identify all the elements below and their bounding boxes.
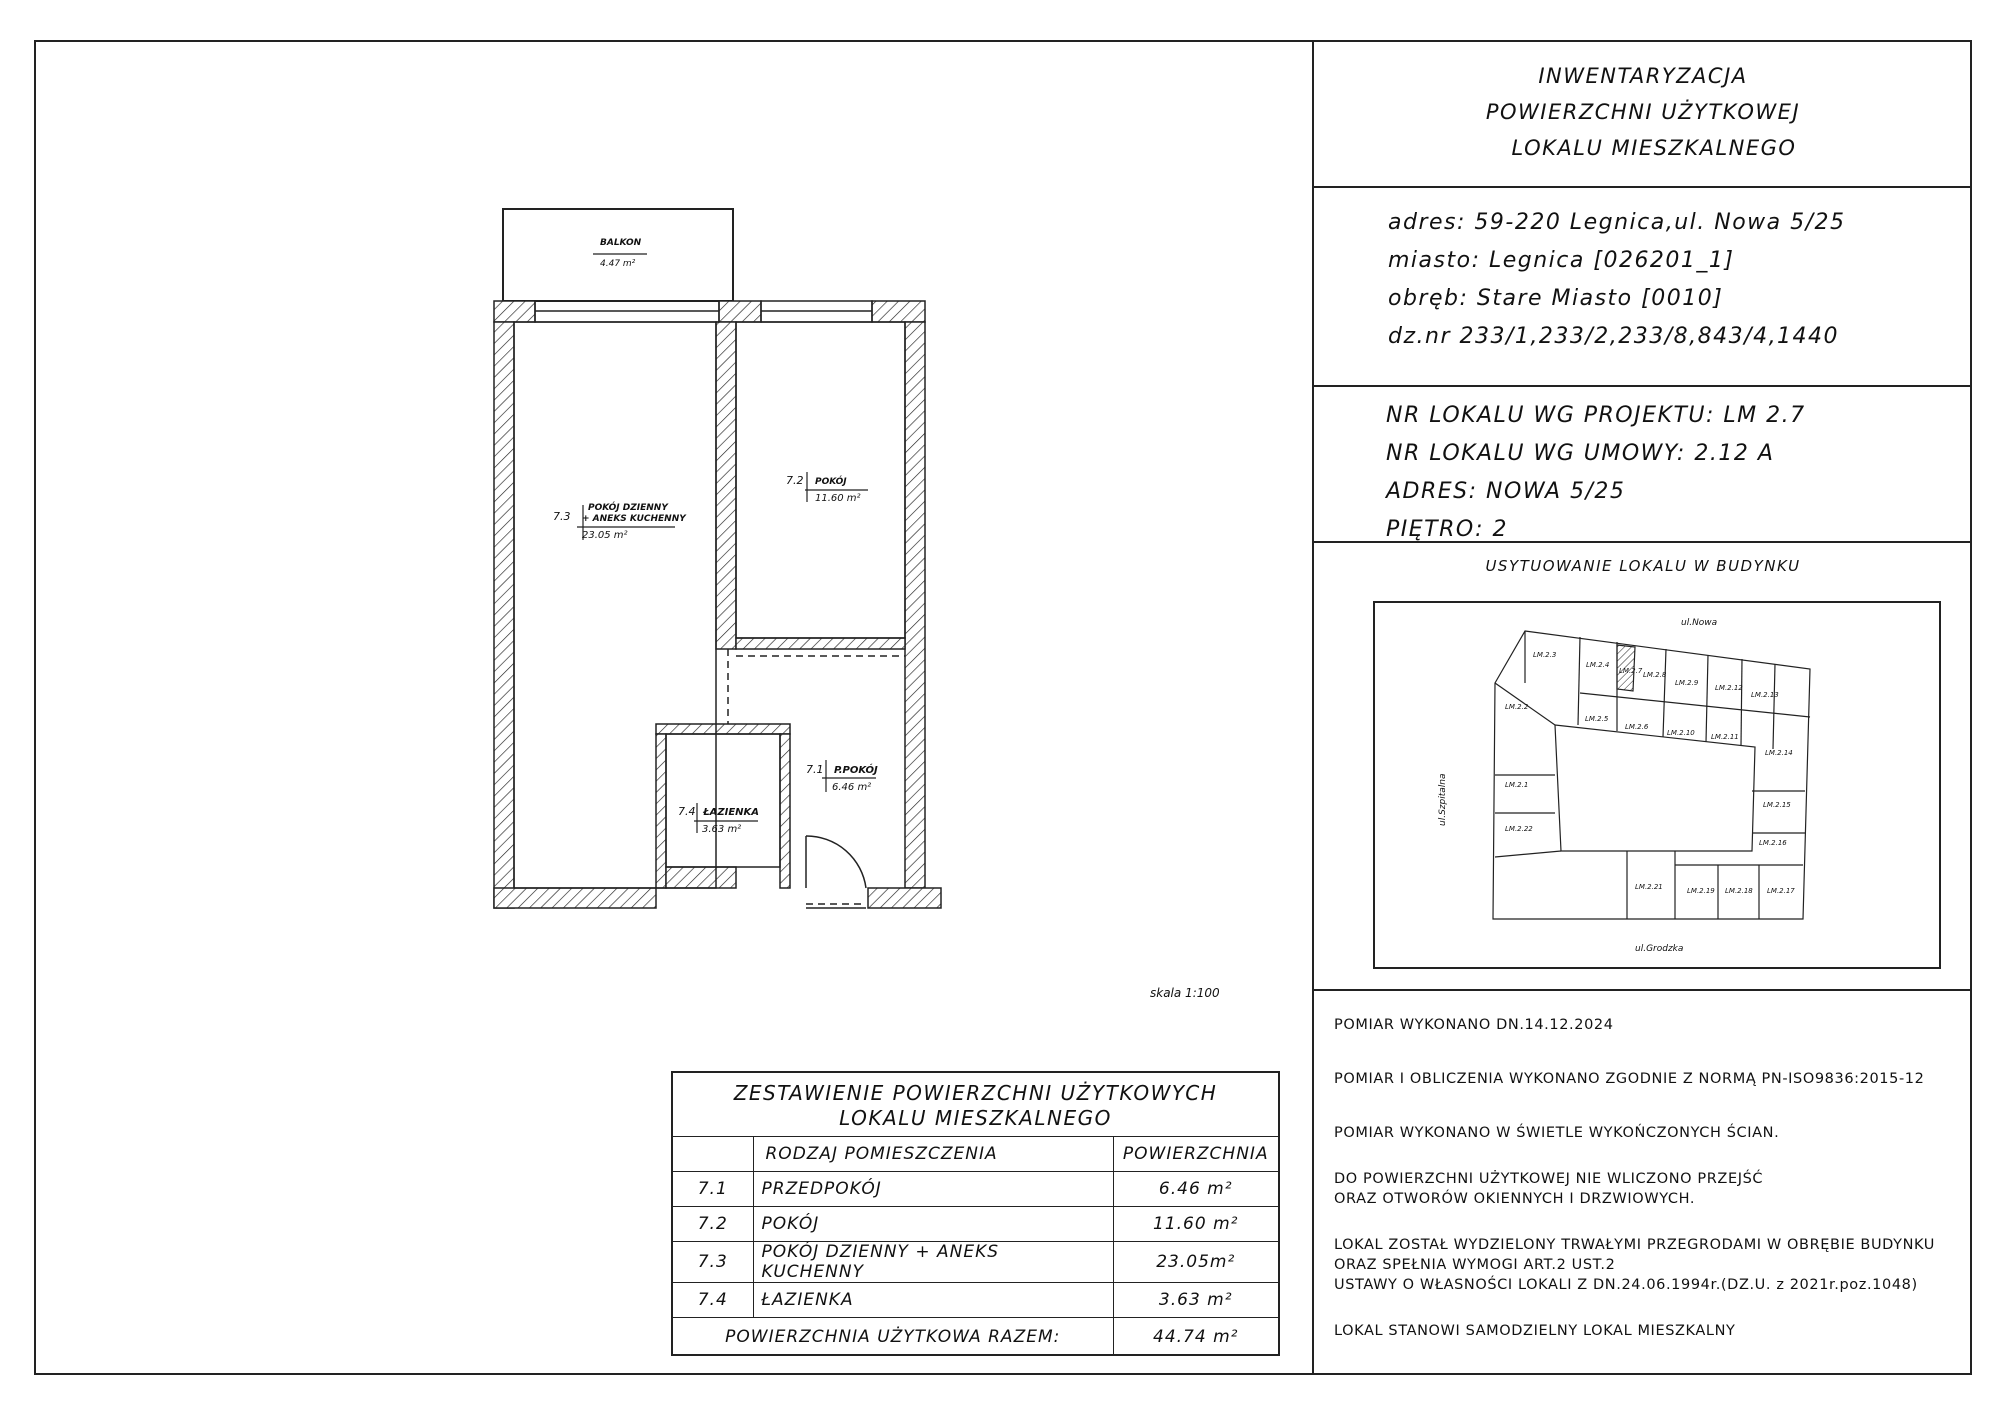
room-7-3-number: 7.3 xyxy=(553,510,571,523)
address-line: adres: 59-220 Legnica,ul. Nowa 5/25 xyxy=(1388,210,1846,235)
note-measurement-date: POMIAR WYKONANO DN.14.12.2024 xyxy=(1334,1017,1614,1033)
notes-section xyxy=(1334,1015,1964,1341)
unit-label: LM.2.11 xyxy=(1711,733,1739,741)
note-exclusions: DO POWIERZCHNI UŻYTKOWEJ NIE WLICZONO PRZEJŚĆ xyxy=(1334,1171,1764,1187)
row-name: POKÓJ DZIENNY + ANEKS KUCHENNY xyxy=(753,1242,1113,1283)
plots-line: dz.nr 233/1,233/2,233/8,843/4,1440 xyxy=(1388,324,1840,349)
location-heading: USYTUOWANIE LOKALU W BUDYNKU xyxy=(1485,557,1801,575)
unit-label: LM.2.2 xyxy=(1505,703,1529,711)
room-7-4-area: 3.63 m² xyxy=(702,824,742,835)
unit-label: LM.2.13 xyxy=(1751,691,1779,699)
unit-label: LM.2.14 xyxy=(1765,749,1793,757)
table-row xyxy=(673,1242,1278,1283)
room-7-4-name: ŁAZIENKA xyxy=(703,807,760,818)
room-7-2-name: POKÓJ xyxy=(815,477,847,487)
room-7-2-area: 11.60 m² xyxy=(815,493,861,504)
door-swing xyxy=(806,836,866,908)
unit-address: ADRES: NOWA 5/25 xyxy=(1386,479,1626,504)
title-section xyxy=(1314,40,1972,188)
row-number: 7.2 xyxy=(673,1207,753,1242)
table-row xyxy=(673,1283,1278,1318)
note-legal-3: USTAWY O WŁASNOŚCI LOKALI Z DN.24.06.1994r.(DZ.U. z 2021r.poz.1048) xyxy=(1334,1277,1918,1293)
row-name: ŁAZIENKA xyxy=(753,1283,1113,1318)
note-walls: POMIAR WYKONANO W ŚWIETLE WYKOŃCZONYCH ŚCIAN. xyxy=(1334,1125,1780,1141)
windows xyxy=(535,301,872,322)
col-header-type: RODZAJ POMIESZCZENIA xyxy=(753,1137,1113,1172)
unit-label: LM.2.4 xyxy=(1586,661,1610,669)
note-exclusions-2: ORAZ OTWORÓW OKIENNYCH I DRZWIOWYCH. xyxy=(1334,1191,1696,1207)
unit-label: LM.2.21 xyxy=(1635,883,1663,891)
col-header-area: POWIERZCHNIA xyxy=(1113,1137,1278,1172)
row-number: 7.1 xyxy=(673,1172,753,1207)
row-area: 23.05m² xyxy=(1113,1242,1278,1283)
table-row xyxy=(673,1172,1278,1207)
title-line-2: POWIERZCHNI UŻYTKOWEJ xyxy=(1485,100,1801,124)
unit-label: LM.2.8 xyxy=(1643,671,1667,679)
room-7-2-number: 7.2 xyxy=(786,474,804,487)
room-7-3-name: POKÓJ DZIENNY xyxy=(588,503,668,513)
table-title: ZESTAWIENIE POWIERZCHNI UŻYTKOWYCH xyxy=(733,1081,1218,1105)
total-value: 44.74 m² xyxy=(1113,1318,1278,1357)
title-line-1: INWENTARYZACJA xyxy=(1538,64,1748,88)
unit-label: LM.2.3 xyxy=(1533,651,1557,659)
scale-label: skala 1:100 xyxy=(1150,986,1220,1000)
room-7-3-area: 23.05 m² xyxy=(582,530,628,541)
street-top: ul.Nowa xyxy=(1681,618,1718,628)
unit-floor: PIĘTRO: 2 xyxy=(1386,517,1509,542)
table-row xyxy=(673,1207,1278,1242)
unit-label: LM.2.9 xyxy=(1675,679,1699,687)
room-7-1-name: P.POKÓJ xyxy=(834,765,878,776)
table-total-row xyxy=(673,1318,1278,1357)
unit-label: LM.2.5 xyxy=(1585,715,1609,723)
unit-label: LM.2.22 xyxy=(1505,825,1533,833)
row-area: 3.63 m² xyxy=(1113,1283,1278,1318)
room-7-3-name-2: + ANEKS KUCHENNY xyxy=(582,514,686,524)
address-section xyxy=(1314,188,1972,387)
unit-contract-number: NR LOKALU WG UMOWY: 2.12 A xyxy=(1386,441,1775,466)
location-map xyxy=(1373,601,1941,969)
note-legal-2: ORAZ SPEŁNIA WYMOGI ART.2 UST.2 xyxy=(1334,1257,1616,1273)
unit-label: LM.2.1 xyxy=(1505,781,1529,789)
unit-label: LM.2.16 xyxy=(1759,839,1787,847)
unit-label: LM.2.18 xyxy=(1725,887,1753,895)
unit-section xyxy=(1314,387,1972,543)
title-line-3: LOKALU MIESZKALNEGO xyxy=(1511,136,1797,160)
note-independent: LOKAL STANOWI SAMODZIELNY LOKAL MIESZKALNY xyxy=(1334,1323,1736,1339)
unit-label: LM.2.15 xyxy=(1763,801,1791,809)
row-name: POKÓJ xyxy=(753,1207,1113,1242)
location-section xyxy=(1314,543,1972,991)
row-number: 7.3 xyxy=(673,1242,753,1283)
balkon-label: BALKON xyxy=(600,238,642,248)
row-name: PRZEDPOKÓJ xyxy=(753,1172,1113,1207)
unit-project-number: NR LOKALU WG PROJEKTU: LM 2.7 xyxy=(1386,403,1806,428)
title-block xyxy=(1312,40,1972,1375)
row-area: 6.46 m² xyxy=(1113,1172,1278,1207)
room-7-4-number: 7.4 xyxy=(678,805,696,818)
precinct-line: obręb: Stare Miasto [0010] xyxy=(1388,286,1724,311)
street-bottom: ul.Grodzka xyxy=(1635,944,1684,954)
unit-label: LM.2.6 xyxy=(1625,723,1649,731)
total-label: POWIERZCHNIA UŻYTKOWA RAZEM: xyxy=(673,1318,1113,1357)
unit-label: LM.2.7 xyxy=(1619,667,1643,675)
area-summary-table xyxy=(671,1071,1280,1356)
room-7-1-number: 7.1 xyxy=(806,763,824,776)
row-number: 7.4 xyxy=(673,1283,753,1318)
room-7-1-area: 6.46 m² xyxy=(832,782,872,793)
balcony-outline xyxy=(503,209,733,301)
note-standard: POMIAR I OBLICZENIA WYKONANO ZGODNIE Z NORMĄ PN-ISO9836:2015-12 xyxy=(1334,1071,1925,1087)
floor-plan xyxy=(0,0,1310,1060)
row-area: 11.60 m² xyxy=(1113,1207,1278,1242)
unit-label: LM.2.12 xyxy=(1715,684,1743,692)
unit-label: LM.2.17 xyxy=(1767,887,1795,895)
table-subtitle: LOKALU MIESZKALNEGO xyxy=(839,1106,1112,1130)
note-legal: LOKAL ZOSTAŁ WYDZIELONY TRWAŁYMI PRZEGRODAMI W OBRĘBIE BUDYNKU xyxy=(1334,1237,1935,1253)
unit-label: LM.2.10 xyxy=(1667,729,1695,737)
city-line: miasto: Legnica [026201_1] xyxy=(1388,248,1735,273)
balkon-area: 4.47 m² xyxy=(600,259,636,269)
street-left: ul.Szpitalna xyxy=(1438,773,1448,826)
unit-label: LM.2.19 xyxy=(1687,887,1715,895)
